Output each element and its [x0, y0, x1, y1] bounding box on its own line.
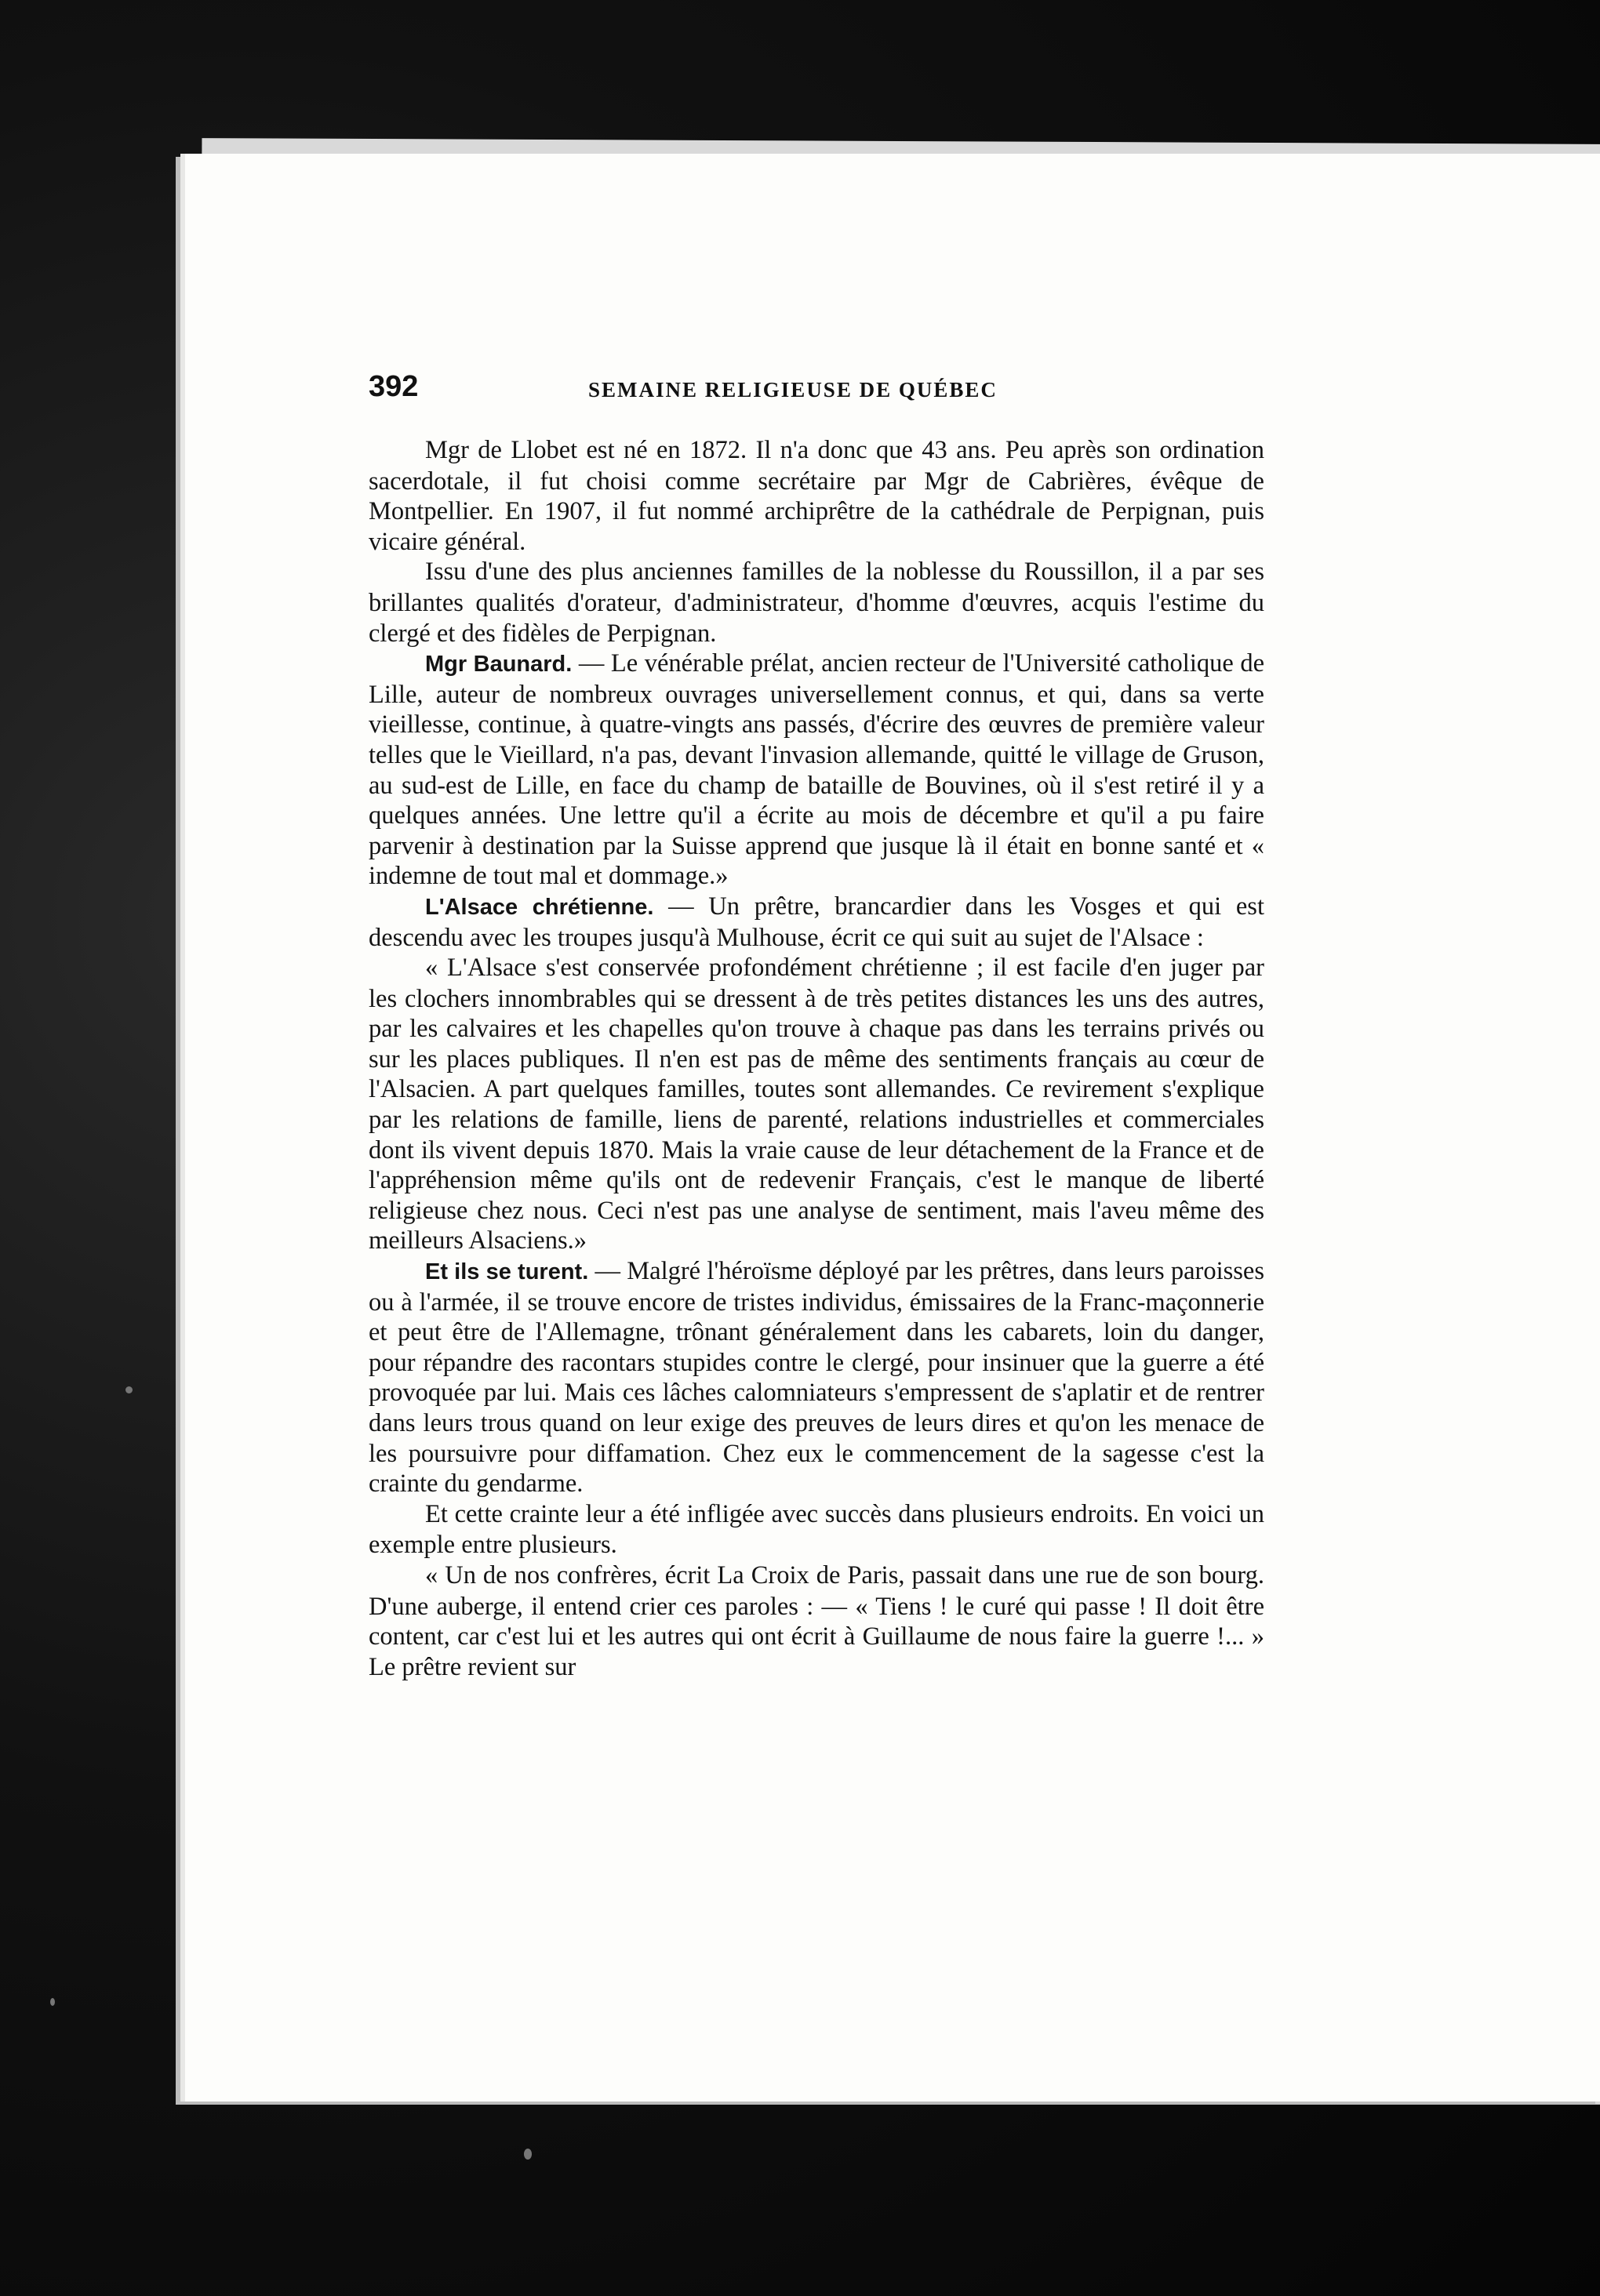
paragraph — [369, 648, 1264, 892]
page-header — [369, 370, 1263, 409]
scan-speck — [125, 1386, 133, 1393]
run-in-heading: Mgr Baunard. — [425, 652, 573, 678]
paragraph-text: Issu d'une des plus anciennes familles de la noblesse du Roussillon, il a par ses brillantes qualités d'orateur, d'administrateur, d'homme d'œuvres, acquis l'estime du clergé et des fidèles de Perpignan. — [369, 558, 1264, 648]
paragraph-text: « L'Alsace s'est conservée profondément chrétienne ; il est facile d'en juger par les clochers innombrables qui se dressent à de très petites distances les uns des autres, par les calvaires et les chapelles qu'on trouve à chaque pas dans les terrains privés ou sur les places publiques. Il n'en est pas de même des sentiments français au cœur de l'Alsacien. A part quelques familles, toutes sont allemandes. Ce revirement s'explique par les relations de famille, liens de parenté, relations industrielles et commerciales dont ils vivent depuis 1870. Mais la vraie cause de leur détachement de la France et de l'appréhension même qu'ils ont de redevenir Français, c'est le manque de liberté religieuse chez nous. Ceci n'est pas une analyse de sentiment, mais l'aveu même des meilleurs Alsaciens.» — [369, 954, 1264, 1255]
running-title: SEMAINE RELIGIEUSE DE QUÉBEC — [588, 378, 998, 401]
paragraph-text: — Malgré l'héroïsme déployé par les prêtres, dans leurs paroisses ou à l'armée, il se trouve encore de tristes individus, émissaires de la Franc-maçonnerie et peut être de l'Allemagne, trônant généralement dans les cabarets, loin du danger, pour répandre des racontars stupides contre le clergé, pour insinuer que la guerre a été provoquée par lui. Mais ces lâches calomniateurs s'empressent de s'aplatir et de rentrer dans leurs trous quand on leur exige des preuves de leurs dires et qu'on les menace de les poursuivre pour diffamation. Chez eux le commencement de la sagesse c'est la crainte du gendarme. — [369, 1257, 1264, 1499]
paragraph-text: Et cette crainte leur a été infligée avec succès dans plusieurs endroits. En voici un exemple entre plusieurs. — [369, 1499, 1264, 1560]
page-number: 392 — [369, 370, 419, 403]
paragraph-text: « Un de nos confrères, écrit La Croix de Paris, passait dans une rue de son bourg. D'une auberge, il entend crier ces paroles : — « Tiens ! le curé qui passe ! Il doit être content, car c'est lui et les autres qui ont écrit à Guillaume de nous faire la guerre !... » Le prêtre revient sur — [369, 1560, 1264, 1681]
paragraph — [369, 1256, 1264, 1499]
paragraph-text: — Le vénérable prélat, ancien recteur de l'Université catholique de Lille, auteur de nombreux ouvrages universellement connus, et qui, dans sa verte vieillesse, continue, à quatre-vingts ans passés, d'écrire des œuvres de première valeur telles que le Vieillard, n'a pas, devant l'invasion allemande, quitté le village de Gruson, au sud-est de Lille, en face du champ de bataille de Bouvines, où il s'est retiré il y a quelques années. Une lettre qu'il a écrite au mois de décembre et qu'il a pu faire parvenir à destination par la Suisse apprend que jusque là il était en bonne santé et « indemne de tout mal et dommage.» — [369, 649, 1264, 891]
body-text — [369, 435, 1264, 1682]
paragraph — [369, 1499, 1264, 1560]
paragraph — [369, 892, 1264, 953]
run-in-heading: Et ils se turent. — [425, 1259, 589, 1285]
paragraph-text: — Un prêtre, brancardier dans les Vosges et qui est descendu avec les troupes jusqu'à Mulhouse, écrit ce qui suit au sujet de l'Alsace : — [369, 892, 1264, 952]
paragraph — [369, 953, 1264, 1256]
paragraph — [369, 1560, 1264, 1682]
run-in-heading: L'Alsace chrétienne. — [425, 894, 654, 920]
scan-speck — [50, 1998, 55, 2006]
paragraph-text: Mgr de Llobet est né en 1872. Il n'a donc que 43 ans. Peu après son ordination sacerdotale, il fut choisi comme secrétaire par Mgr de Cabrières, évêque de Montpellier. En 1907, il fut nommé archiprêtre de la cathédrale de Perpignan, puis vicaire général. — [369, 436, 1264, 556]
paragraph — [369, 557, 1264, 648]
scan-speck — [524, 2149, 532, 2160]
paragraph — [369, 435, 1264, 557]
